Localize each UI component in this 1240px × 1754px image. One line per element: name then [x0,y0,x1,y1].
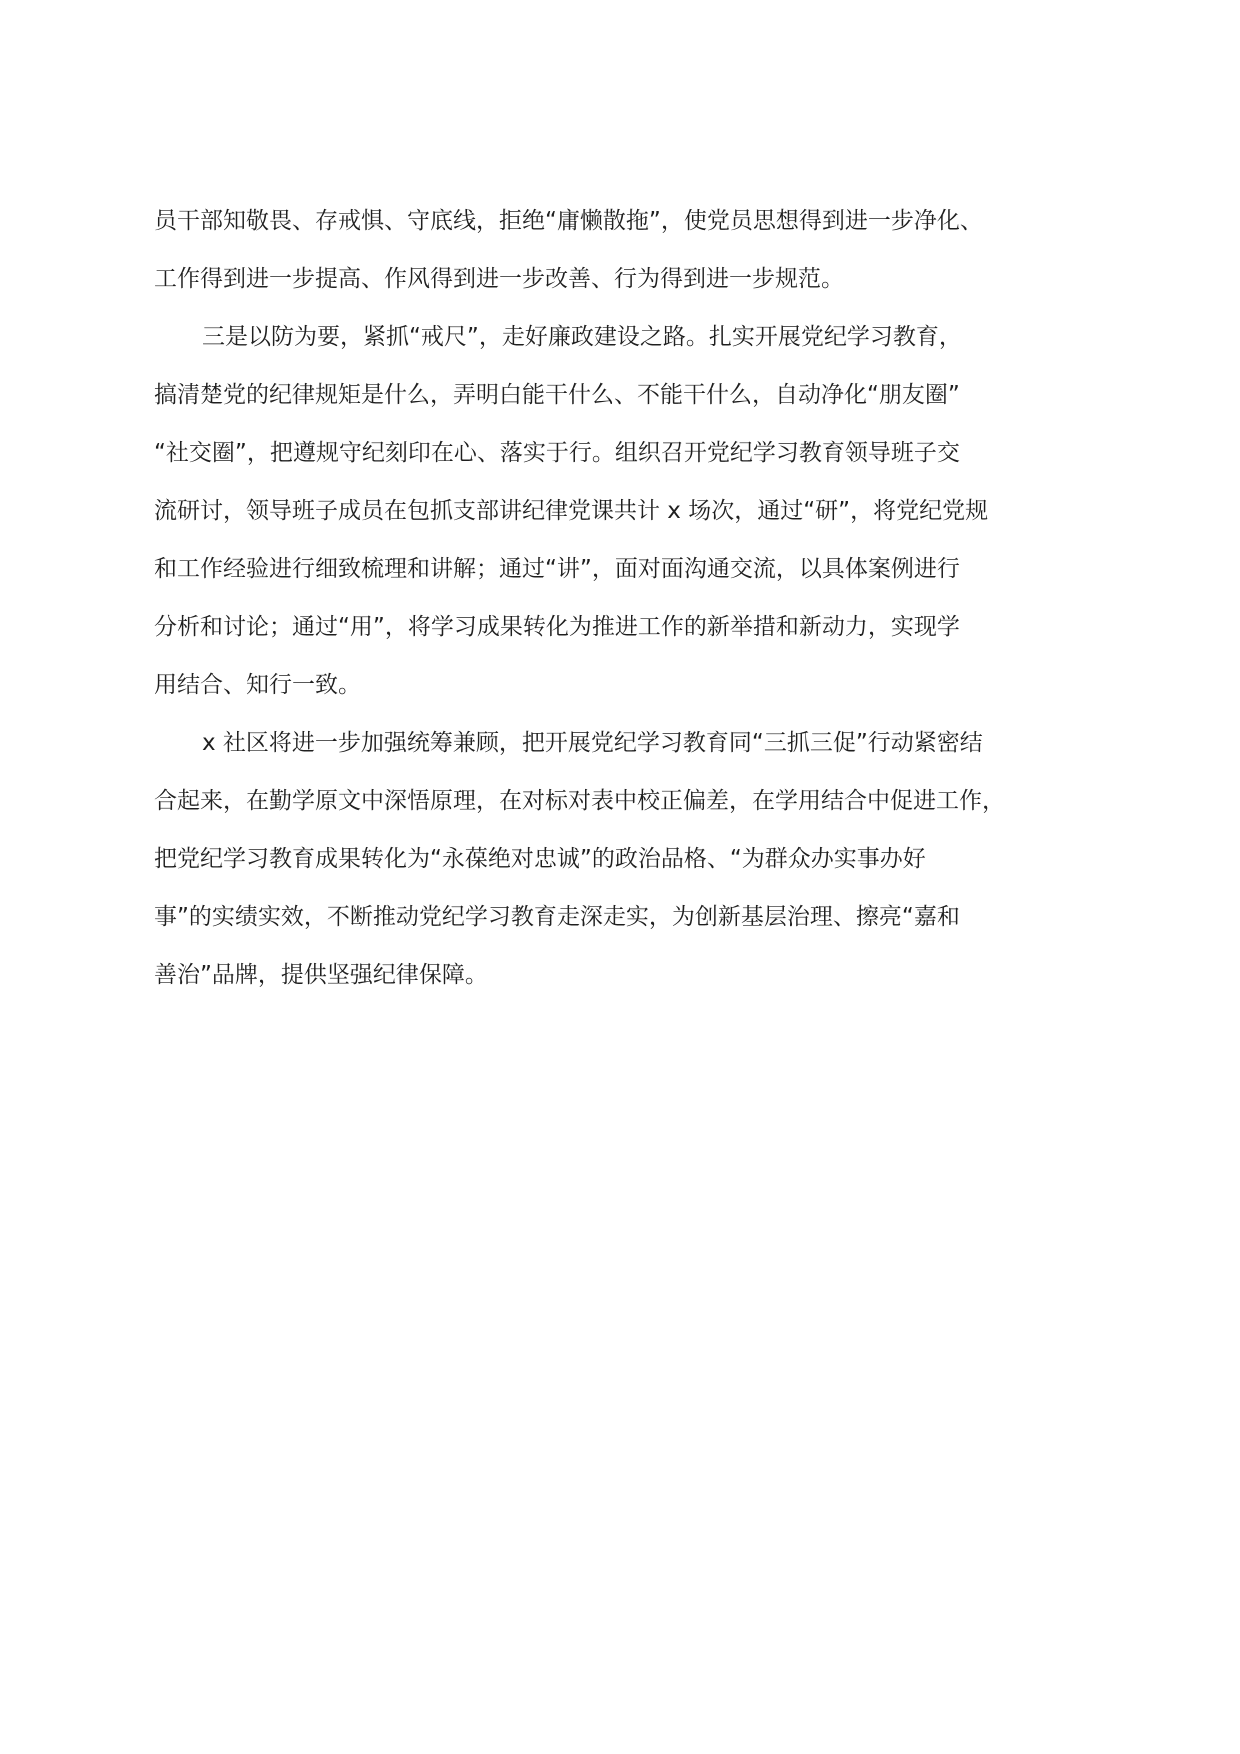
text-line: 和工作经验进行细致梳理和讲解；通过“讲”，面对面沟通交流，以具体案例进行 [154,556,960,582]
text-line: 流研讨，领导班子成员在包抓支部讲纪律党课共计 x 场次，通过“研”，将党纪党规 [154,498,989,524]
document-body [154,192,1094,1004]
text-line: 分析和讨论；通过“用”，将学习成果转化为推进工作的新举措和新动力，实现学 [154,614,960,640]
paragraph-continuation [154,192,1094,308]
text-line: 用结合、知行一致。 [154,672,361,698]
text-line: 把党纪学习教育成果转化为“永葆绝对忠诚”的政治品格、“为群众办实事办好 [154,846,926,872]
paragraph-point-three [154,308,1094,714]
text-line: 三是以防为要，紧抓“戒尺”，走好廉政建设之路。扎实开展党纪学习教育， [202,324,962,350]
text-line: 工作得到进一步提高、作风得到进一步改善、行为得到进一步规范。 [154,266,844,292]
text-line: 合起来，在勤学原文中深悟原理，在对标对表中校正偏差，在学用结合中促进工作， [154,788,1005,814]
text-line: 善治”品牌，提供坚强纪律保障。 [154,962,488,988]
text-line: x 社区将进一步加强统筹兼顾，把开展党纪学习教育同“三抓三促”行动紧密结 [202,730,983,756]
text-line: “社交圈”，把遵规守纪刻印在心、落实于行。组织召开党纪学习教育领导班子交 [154,440,960,466]
text-line: 搞清楚党的纪律规矩是什么，弄明白能干什么、不能干什么，自动净化“朋友圈” [154,382,960,408]
text-line: 事”的实绩实效，不断推动党纪学习教育走深走实，为创新基层治理、擦亮“嘉和 [154,904,960,930]
paragraph-conclusion [154,714,1094,1004]
text-line: 员干部知敬畏、存戒惧、守底线，拒绝“庸懒散拖”，使党员思想得到进一步净化、 [154,208,983,234]
